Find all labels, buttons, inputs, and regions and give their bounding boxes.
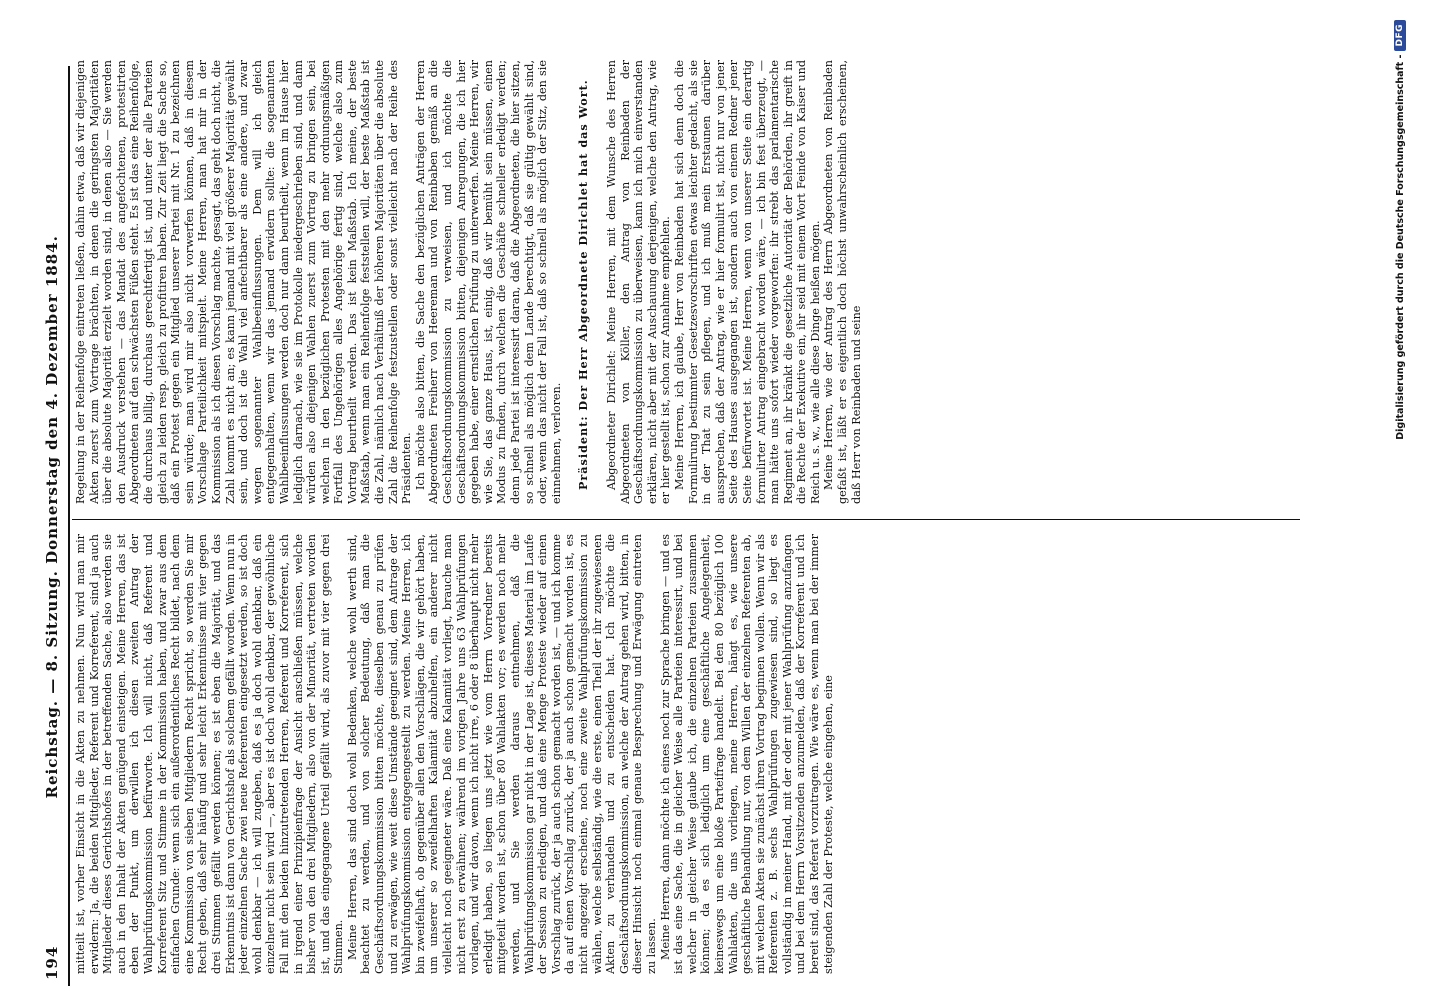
page-number: 194 [43,945,61,980]
left-column [74,534,1294,974]
right-paragraph-2: Ich möchte also bitten, die Sache den bezüglichen Anträgen der Herren Abgeordneten Freiherr von Heereman und von Reinbaben gemäß an die Geschäftsordnungskommission zu verweisen, und ich möchte die Geschäftsordnungskommission bitten, diejenigen Anregungen, die ich hier gegeben habe, einer ernstlichen Prüfung zu unterwerfen. Meine Herren, wir wie Sie, das ganze Haus, ist, einig, daß wir bemüht sein müssen, einen Modus zu finden, durch welchen die Geschäfte schneller erledigt werden; denn jede Partei ist interessirt daran, daß die Abgeordneten, die hier sitzen, so schnell als möglich dem Lande berechtigt, daß sie gültig gewählt sind, oder, wenn das nicht der Fall ist, daß so schnell als möglich der Sitz, den sie einnehmen, verloren. [413,60,563,504]
left-paragraph-2: Meine Herren, das sind doch wohl Bedenken, welche wohl werth sind, beachtet zu werden, und von solcher Bedeutung, daß man die Geschäftsordnungskommission bitten möchte, dieselben genau zu prüfen und zu erwägen, wie weit diese Umstände geeignet sind, dem Antrage der Wahlprüfungskommission entgegengestellt zu werden. Meine Herren, ich bin zweifelhaft, ob gegenüber allen den Vorschlägen, die wir gehört haben, um unserer so zweifelhaften Kalamität abzuhelfen, ein anderer nicht vielleicht noch geeigneter wäre. Daß eine Kalamität vorliegt, brauche man nicht erst zu erwähnen; während im vorigen Jahre uns 63 Wahlprüfungen vorlagen, und wir davon, wenn ich nicht irre, 6 oder 8 überhaupt nicht mehr erledigt haben, so liegen uns jetzt wie vom Herrn Vorredner bereits mitgeteilt worden ist, schon über 80 Wahlakten vor; es werden noch mehr werden, und Sie werden daraus entnehmen, daß die Wahlprüfungskommission gar nicht in der Lage ist, dieses Material im Laufe der Session zu erledigen, und daß eine Menge Proteste wieder auf einen Vorschlag zurück, der ja auch schon gemacht worden ist, — und ich komme da auf einen Vorschlag zurück, der ja auch schon gemacht worden ist, es nicht angezeigt erscheine, noch eine zweite Wahlprüfungskommission zu wählen, welche selbständig, wie die erste, einen Theil der ihr zugewiesenen Akten zu verhandeln und zu entscheiden hat. Ich möchte die Geschäftsordnungskommission, an welche der Antrag gehen wird, bitten, in dieser Hinsicht noch einmal genaue Besprechung und Erwägung eintreten zu lassen. [345,534,658,974]
paragraph-gap-2 [591,60,605,504]
credit-text: Digitalisierung gefördert durch die Deutsche Forschungsgemeinschaft - [1394,54,1406,440]
dfg-logo: DFG [1394,20,1406,51]
column-divider [72,519,1300,520]
dirichlet-speech: Abgeordneter Dirichlet: Meine Herren, mit dem Wunsche des Herren Abgeordneten von Köller, den Antrag von Reinbaden der Geschäftsordnungskommission zu überweisen, kann ich mich einverstanden erklären, nicht aber mit der Auschauung derjenigen, welche den Antrag, wie er hier gestellt ist, schon zur Annahme empfehlen. [604,60,673,504]
header-rule [68,66,70,986]
right-paragraph-6: Meine Herren, wie der Antrag des Herrn Abgeordneten von Reinbaden gefaßt ist, läßt er es eigentlich doch höchst unwahrscheinlich erscheinen, daß Herr von Reinbaden und seine [822,60,863,504]
right-paragraph-1: Regelung in der Reihenfolge eintreten ließen, dahin etwa, daß wir diejenigen Akten zuerst zum Vortrage brächten, in denen die geringsten Majoritäten über die absolute Majorität erzielt worden sind, in denen also — Sie werden den Ausdruck verstehen — das Mandat des angefochtenen, protestirten Abgeordneten auf den schwächsten Füßen steht. Es ist das eine Reihenfolge, die durchaus billig, durchaus gerechtfertigt ist, und unter der alle Parteien gleich zu leiden resp. gleich zu profitiren haben. Zur Zeit liegt die Sache so, daß ein Protest gegen ein Mitglied unserer Partei mit Nr. 1 zu bezeichnen sein würde; man wird mir also nicht vorwerfen können, daß in diesem Vorschlage Parteilichkeit mitspielt. Meine Herren, man hat mir in der Kommission als ich diesen Vorschlag machte, gesagt, das geht doch nicht, die Zahl kommt es nicht an; es kann jemand mit viel größerer Majorität gewählt sein, und doch ist die Wahl viel anfechtbarer als eine andere, und zwar wegen sogenannter Wahlbeeinflussungen. Dem will ich gleich entgegenhalten, wenn wir das jemand erwidern sollte: die sogenannten Wahlbeeinflussungen werden doch nur dann beurtheilt, wenn im Hause hier lediglich darnach, wie sie im Protokolle niedergeschrieben sind, und dann würden also diejenigen Wahlen zuerst zum Vortrag zu bringen sein, bei welchen in den bezüglichen Protesten mit den mehr ordnungsmäßigen Fortfall des Ungehörigen alles Angehörige fertig sind, welche also zum Vortrag beurtheilt werden. Das ist kein Maßstab. Ich meine, der beste Maßstab, wenn man ein Reihenfolge feststellen will, der beste Maßstab ist die Zahl, nämlich nach Verhältniß der höheren Majoritäten über die absolute Zahl die Reihenfolge festzustellen oder sonst vielleicht nach der Reihe des Präsidenten. [74,60,414,504]
president-speech: Präsident: Der Herr Abgeordnete Dirichlet hat das Wort. [576,79,591,490]
page-header [38,68,66,980]
left-paragraph-1: mitteilt ist, vorher Einsicht in die Akten zu nehmen. Nun wird man mir erwidern: Ja, die beiden Mitglieder, Referent und Korreferent, sind ja auch Mitglieder dieses Gerichtshofes in der betreffenden Sache, also werden sie auch in den Inhalt der Akten genügend einsteigen. Meine Herren, das ist eben der Punkt, um derwillen ich diesen zweiten Antrag der Wahlprüfungskommission befürworte. Ich will nicht, daß Referent und Korreferent Sitz und Stimme in der Kommission haben, und zwar aus dem einfachen Grunde: wenn sich ein außerordentliches Recht bildet, nach dem eine Kommission von sieben Mitgliedern Recht spricht, so werden Sie mir Recht geben, daß sehr häufig und sehr leicht Erkenntnisse mit vier gegen drei Stimmen gefällt werden können; es ist eben die Majorität, und das Erkenntnis ist dann von Gerichtshof als solchem gefällt worden. Wenn nun in jeder einzelnen Sache zwei neue Referenten eingesetzt werden, so ist doch wohl denkbar — ich will zugeben, daß es ja doch wohl denkbar, daß ein einzelner nicht sein wird —, aber es ist doch wohl denkbar, der gewöhnliche Fall mit den beiden hinzutretenden Herren, Referent und Korreferent, sich in irgend einer Prinzipienfrage der Ansicht anschließen müssen, welche bisher von den drei Mitgliedern, also von der Minorität, vertreten worden ist, und das eingegangene Urteil gefällt wird, als zuvor mit vier gegen drei Stimmen. [74,534,346,974]
paragraph-gap [563,60,577,504]
right-column [74,60,1294,504]
digitization-credit [1385,20,1415,980]
right-paragraph-5: Meine Herren, ich glaube, Herr von Reinbaden hat sich denn doch die Formulirung bestimmter Gesetzesvorschriften etwas leichter gedacht, als sie in der That zu sein pflegen, und ich muß mein Erstaunen darüber aussprechen, daß der Antrag, wie er hier formulirt ist, nicht nur von jener Seite des Hauses ausgegangen ist, sondern auch von einem Redner jener Seite befürwortet ist. Meine Herren, wenn von unserer Seite ein derartig formulirter Antrag eingebracht worden wäre, — ich bin fest überzeugt, — man hätte uns sofort wieder vorgeworfen: ihr strebt das parlamentarische Regiment an, ihr kränkt die gesetzliche Autorität der Behörden, ihr greift in die Rechte der Exekutive ein, ihr seid mit einem Wort Feinde von Kaiser und Reich u. s. w., wie alle diese Dinge heißen mögen. [672,60,822,504]
page-title: Reichstag. — 8. Sitzung. Donnerstag den 4. Dezember 1884. [43,235,61,799]
left-paragraph-3: Meine Herren, dann möchte ich eines noch zur Sprache bringen — und es ist das eine Sache, die in gleicher Weise alle Parteien interessirt, und bei welcher in gleicher Weise glaube ich, die einzelnen Parteien zusammen können; da es sich lediglich um eine geschäftliche Angelegenheit, keineswegs um eine bloße Parteifrage handelt. Bei den 80 bezüglich 100 Wahlakten, die uns vorliegen, meine Herren, hängt es, wie unsere geschäftliche Behandlung nur, von dem Willen der einzelnen Referenten ab, mit welchen Akten sie zunächst ihren Vortrag beginnen wollen. Wenn wir als Referenten z. B. sechs Wahlprüfungen zugewiesen sind, so liegt es vollständig in meiner Hand, mit der oder mit jener Wahlprüfung anzufangen und bei dem Herrn Vorsitzenden anzumelden, daß der Korreferent und ich bereit sind, das Referat vorzutragen. Wie wäre es, wenn man bei der immer steigenden Zahl der Proteste, welche eingehen, eine [658,534,835,974]
